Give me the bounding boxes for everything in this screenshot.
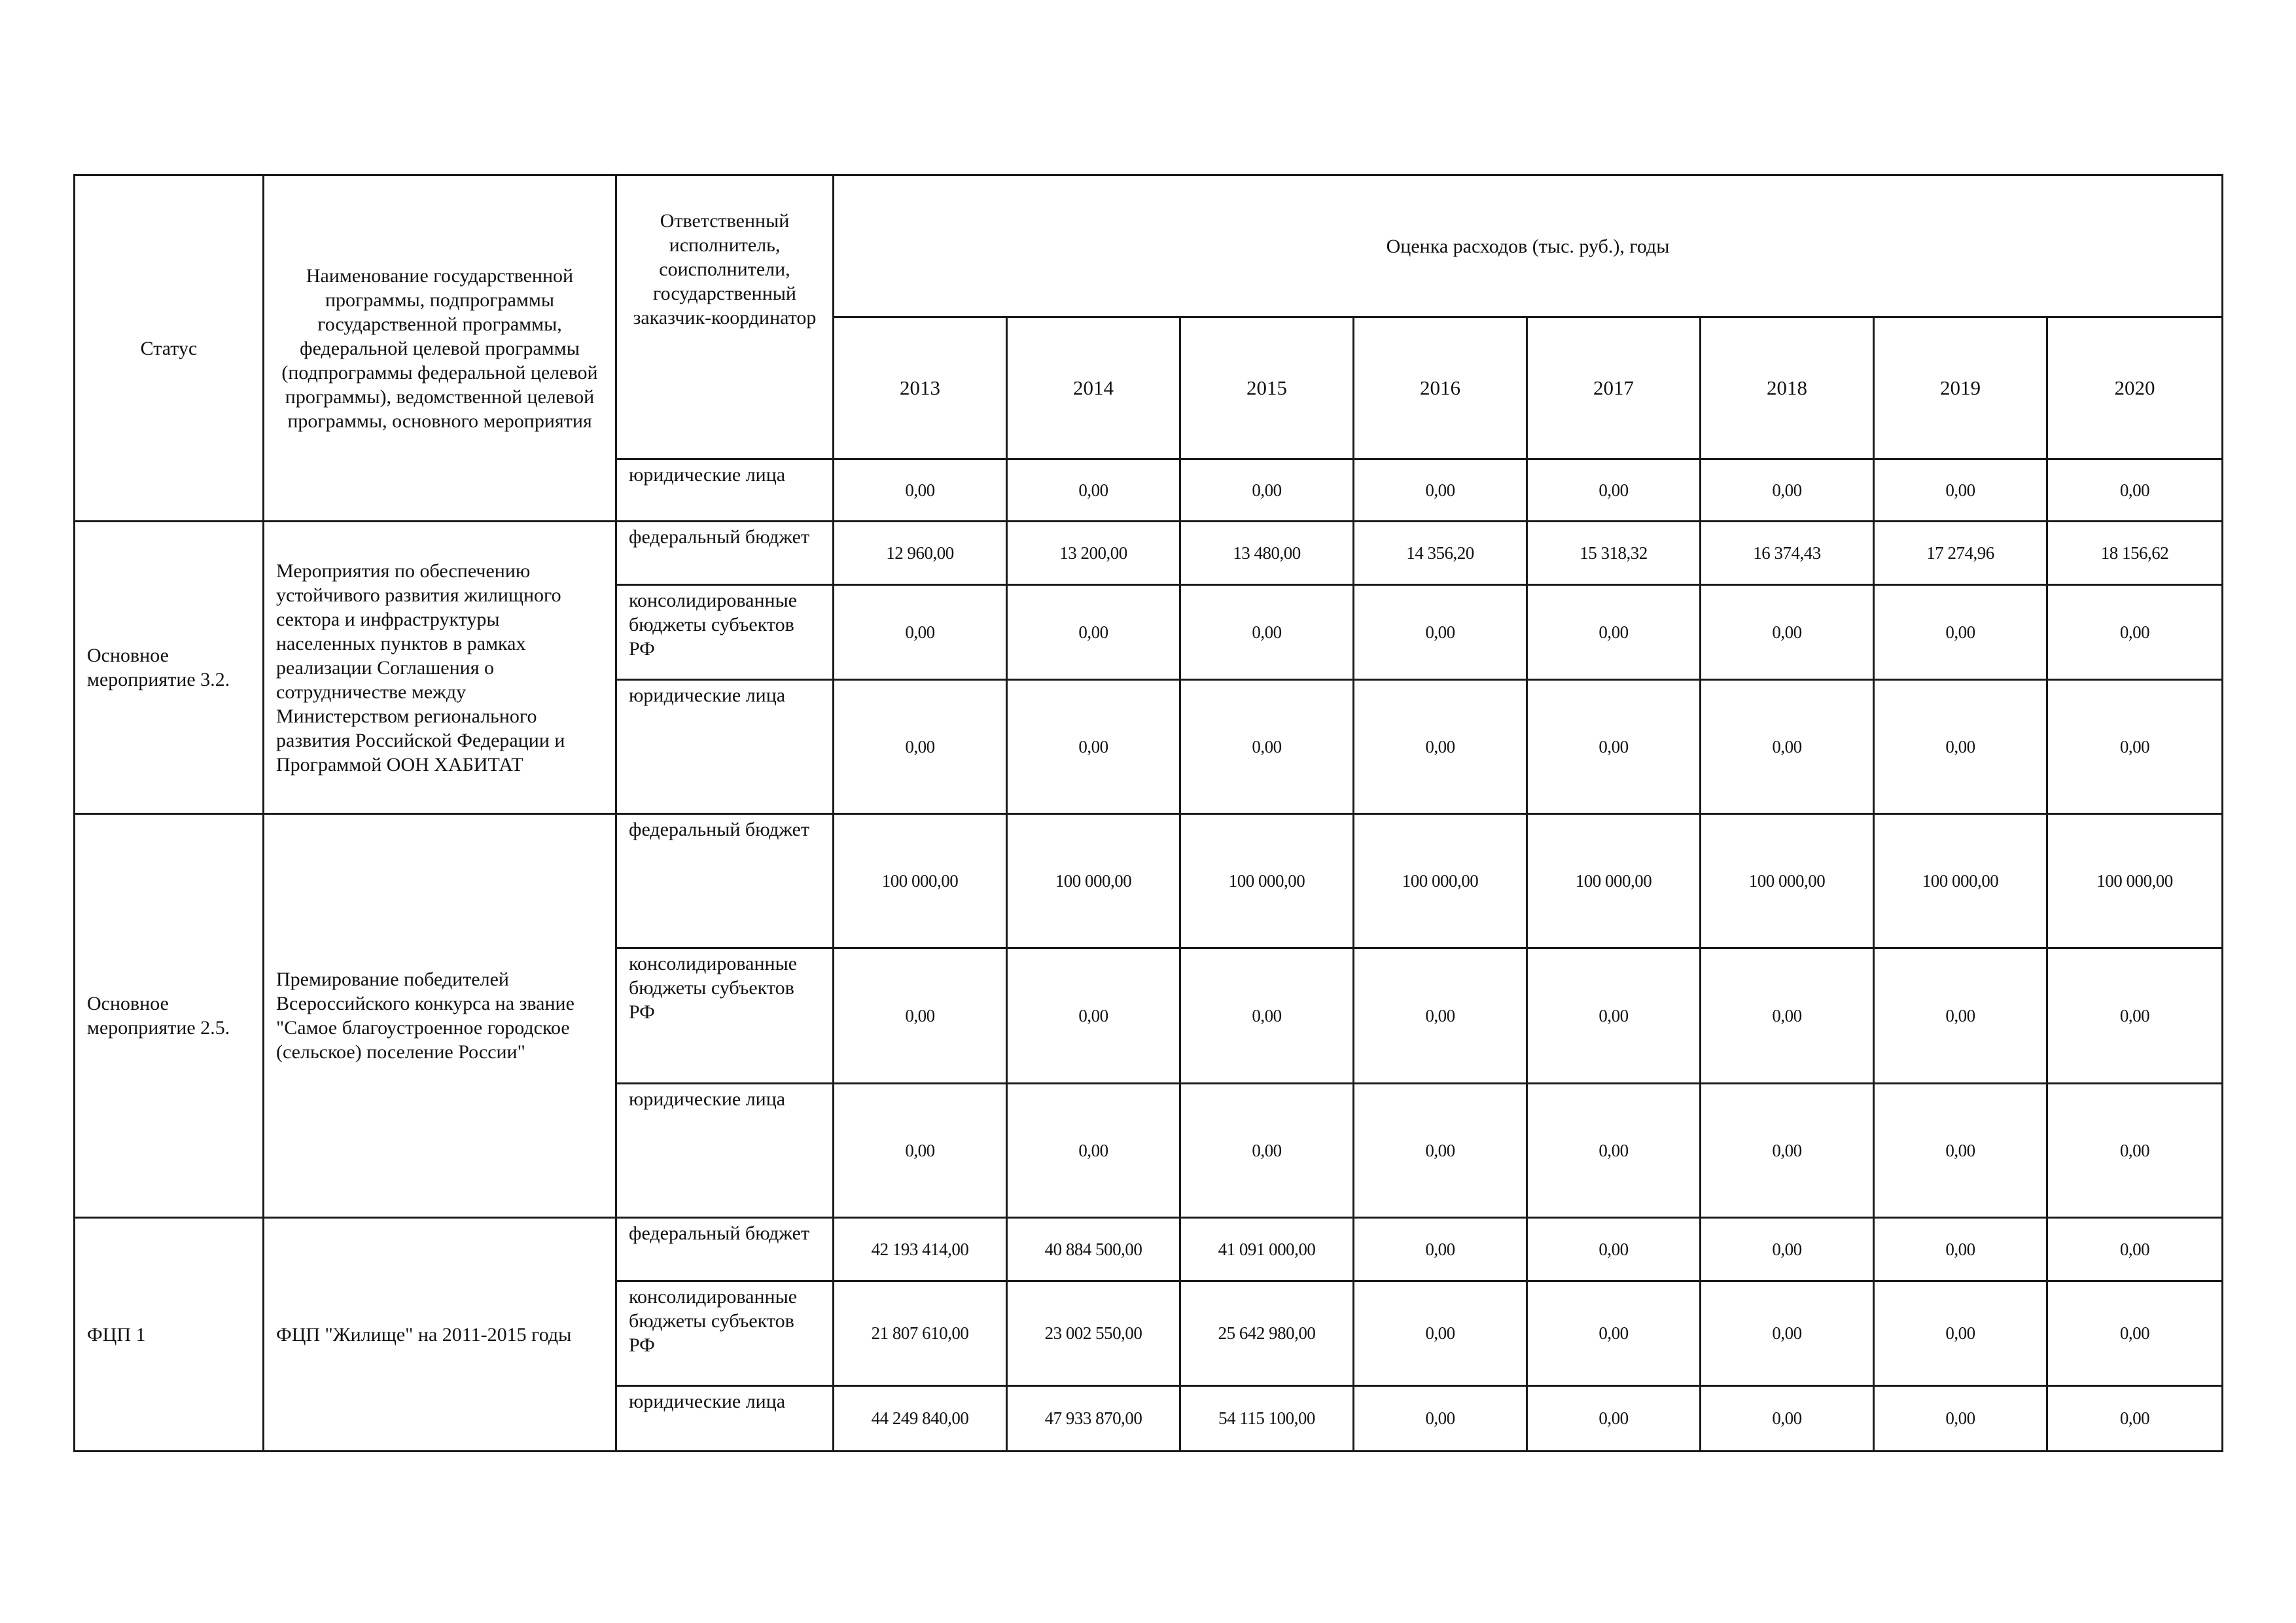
value-cell: 0,00 xyxy=(1354,1281,1527,1386)
value-cell: 0,00 xyxy=(1354,459,1527,522)
value-cell: 0,00 xyxy=(1874,1084,2047,1218)
value-cell: 0,00 xyxy=(1874,1218,2047,1281)
value-cell: 0,00 xyxy=(1180,459,1354,522)
value-cell: 0,00 xyxy=(1180,1084,1354,1218)
table-row xyxy=(75,522,2223,585)
value-cell: 15 318,32 xyxy=(1527,522,1701,585)
value-cell: 0,00 xyxy=(2047,1281,2223,1386)
funding-source: юридические лица xyxy=(616,459,834,522)
value-cell: 100 000,00 xyxy=(1354,814,1527,948)
value-cell: 100 000,00 xyxy=(2047,814,2223,948)
value-cell: 0,00 xyxy=(1007,1084,1180,1218)
name-cell: ФЦП "Жилище" на 2011-2015 годы xyxy=(264,1218,616,1452)
value-cell: 0,00 xyxy=(1874,680,2047,814)
header-responsible: Ответственный исполнитель, соисполнители, государственный заказчик-координатор xyxy=(633,210,817,329)
value-cell: 0,00 xyxy=(1527,1281,1701,1386)
funding-source: федеральный бюджет xyxy=(616,814,834,948)
status-cell: Основное мероприятие 3.2. xyxy=(75,522,264,814)
value-cell: 0,00 xyxy=(1007,948,1180,1084)
value-cell: 41 091 000,00 xyxy=(1180,1218,1354,1281)
table-row xyxy=(75,814,2223,948)
value-cell: 0,00 xyxy=(2047,680,2223,814)
year-cell: 2015 xyxy=(1180,317,1354,459)
value-cell: 0,00 xyxy=(1874,459,2047,522)
value-cell: 0,00 xyxy=(1701,680,1874,814)
value-cell: 0,00 xyxy=(834,1084,1007,1218)
value-cell: 0,00 xyxy=(1874,948,2047,1084)
funding-source: юридические лица xyxy=(616,1084,834,1218)
value-cell: 40 884 500,00 xyxy=(1007,1218,1180,1281)
value-cell: 47 933 870,00 xyxy=(1007,1386,1180,1452)
value-cell: 0,00 xyxy=(1701,1281,1874,1386)
funding-source: федеральный бюджет xyxy=(616,522,834,585)
funding-source: федеральный бюджет xyxy=(616,1218,834,1281)
header-status-cell xyxy=(75,175,264,522)
value-cell: 0,00 xyxy=(1180,948,1354,1084)
value-cell: 0,00 xyxy=(1527,1084,1701,1218)
value-cell: 0,00 xyxy=(1874,1386,2047,1452)
funding-source: юридические лица xyxy=(616,1386,834,1452)
header-expenses-cell xyxy=(834,175,2223,317)
value-cell: 0,00 xyxy=(1354,1218,1527,1281)
value-cell: 0,00 xyxy=(1701,948,1874,1084)
value-cell: 14 356,20 xyxy=(1354,522,1527,585)
value-cell: 21 807 610,00 xyxy=(834,1281,1007,1386)
funding-source: консолидированные бюджеты субъектов РФ xyxy=(616,585,834,680)
value-cell: 0,00 xyxy=(2047,1386,2223,1452)
value-cell: 0,00 xyxy=(1354,1386,1527,1452)
expenses-table xyxy=(73,174,2223,1452)
value-cell: 0,00 xyxy=(1354,948,1527,1084)
value-cell: 12 960,00 xyxy=(834,522,1007,585)
header-responsible-cell xyxy=(616,175,834,459)
value-cell: 100 000,00 xyxy=(1701,814,1874,948)
value-cell: 100 000,00 xyxy=(834,814,1007,948)
header-status: Статус xyxy=(140,337,198,359)
year-cell: 2016 xyxy=(1354,317,1527,459)
status-cell: ФЦП 1 xyxy=(75,1218,264,1452)
value-cell: 0,00 xyxy=(2047,1084,2223,1218)
value-cell: 0,00 xyxy=(834,585,1007,680)
value-cell: 0,00 xyxy=(1527,1386,1701,1452)
value-cell: 23 002 550,00 xyxy=(1007,1281,1180,1386)
value-cell: 0,00 xyxy=(1354,1084,1527,1218)
value-cell: 0,00 xyxy=(834,680,1007,814)
value-cell: 0,00 xyxy=(1701,1386,1874,1452)
value-cell: 0,00 xyxy=(2047,459,2223,522)
value-cell: 17 274,96 xyxy=(1874,522,2047,585)
value-cell: 42 193 414,00 xyxy=(834,1218,1007,1281)
value-cell: 44 249 840,00 xyxy=(834,1386,1007,1452)
year-cell: 2014 xyxy=(1007,317,1180,459)
value-cell: 0,00 xyxy=(834,948,1007,1084)
value-cell: 0,00 xyxy=(1527,948,1701,1084)
value-cell: 100 000,00 xyxy=(1180,814,1354,948)
value-cell: 0,00 xyxy=(1354,680,1527,814)
header-name-cell xyxy=(264,175,616,522)
value-cell: 0,00 xyxy=(1701,585,1874,680)
value-cell: 100 000,00 xyxy=(1007,814,1180,948)
table-row xyxy=(75,1218,2223,1281)
value-cell: 0,00 xyxy=(1007,680,1180,814)
year-cell: 2018 xyxy=(1701,317,1874,459)
year-cell: 2013 xyxy=(834,317,1007,459)
value-cell: 18 156,62 xyxy=(2047,522,2223,585)
header-name: Наименование государственной программы, подпрограммы государственной программы, федеральной целевой программы (подпрограммы федеральной целевой программы), ведомственной целевой программы, основного мероприятия xyxy=(281,264,598,432)
funding-source: юридические лица xyxy=(616,680,834,814)
value-cell: 0,00 xyxy=(2047,585,2223,680)
value-cell: 0,00 xyxy=(1874,585,2047,680)
name-cell: Мероприятия по обеспечению устойчивого развития жилищного сектора и инфраструктуры населенных пунктов в рамках реализации Соглашения о сотрудничестве между Министерством регионального развития Российской Федерации и Программой ООН ХАБИТАТ xyxy=(264,522,616,814)
value-cell: 0,00 xyxy=(1701,1218,1874,1281)
value-cell: 0,00 xyxy=(1701,459,1874,522)
funding-source: консолидированные бюджеты субъектов РФ xyxy=(616,948,834,1084)
value-cell: 0,00 xyxy=(834,459,1007,522)
name-cell: Премирование победителей Всероссийского конкурса на звание "Самое благоустроенное городское (сельское) поселение России" xyxy=(264,814,616,1218)
value-cell: 0,00 xyxy=(1007,459,1180,522)
value-cell: 0,00 xyxy=(1874,1281,2047,1386)
value-cell: 13 480,00 xyxy=(1180,522,1354,585)
funding-source: консолидированные бюджеты субъектов РФ xyxy=(616,1281,834,1386)
value-cell: 0,00 xyxy=(1527,585,1701,680)
header-expenses: Оценка расходов (тыс. руб.), годы xyxy=(1386,235,1670,257)
value-cell: 0,00 xyxy=(1527,459,1701,522)
value-cell: 100 000,00 xyxy=(1527,814,1701,948)
year-cell: 2017 xyxy=(1527,317,1701,459)
value-cell: 0,00 xyxy=(1180,585,1354,680)
value-cell: 0,00 xyxy=(1354,585,1527,680)
value-cell: 0,00 xyxy=(1007,585,1180,680)
value-cell: 0,00 xyxy=(1701,1084,1874,1218)
year-cell: 2019 xyxy=(1874,317,2047,459)
value-cell: 0,00 xyxy=(2047,948,2223,1084)
value-cell: 0,00 xyxy=(1180,680,1354,814)
year-cell: 2020 xyxy=(2047,317,2223,459)
value-cell: 0,00 xyxy=(1527,1218,1701,1281)
value-cell: 16 374,43 xyxy=(1701,522,1874,585)
value-cell: 13 200,00 xyxy=(1007,522,1180,585)
value-cell: 25 642 980,00 xyxy=(1180,1281,1354,1386)
value-cell: 0,00 xyxy=(2047,1218,2223,1281)
value-cell: 100 000,00 xyxy=(1874,814,2047,948)
status-cell: Основное мероприятие 2.5. xyxy=(75,814,264,1218)
value-cell: 0,00 xyxy=(1527,680,1701,814)
value-cell: 54 115 100,00 xyxy=(1180,1386,1354,1452)
